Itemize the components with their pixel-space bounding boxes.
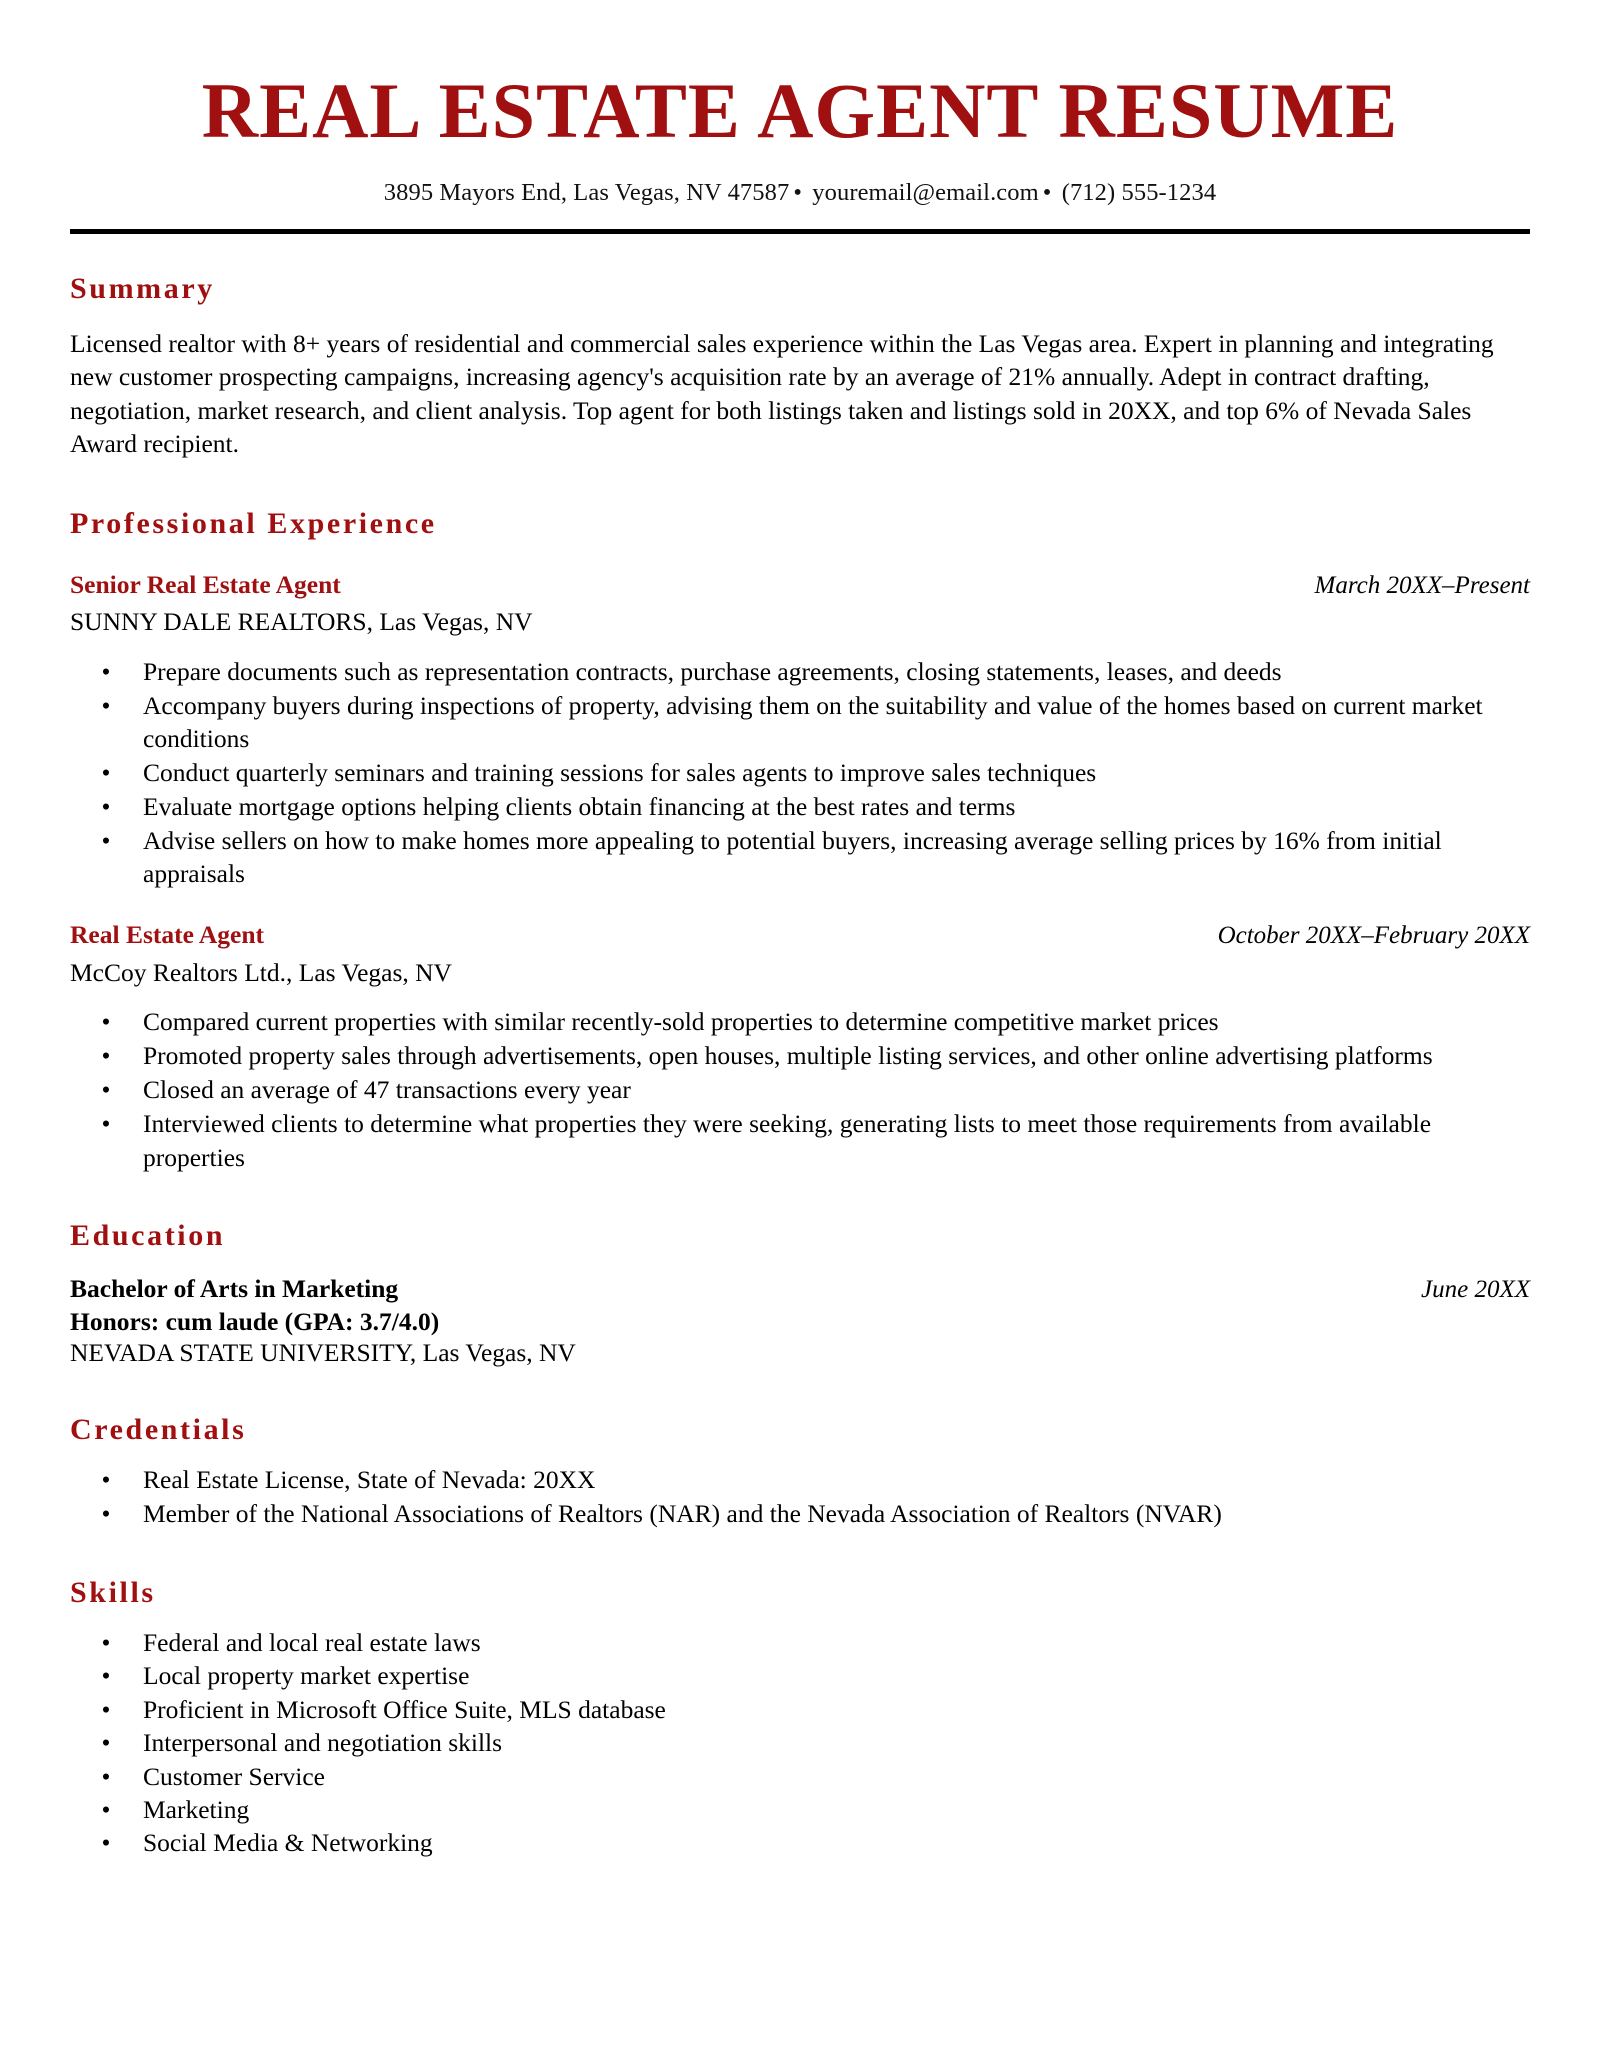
list-item	[70, 1005, 1530, 1038]
list-item-text: Accompany buyers during inspections of property, advising them on the suitability and value of the homes based on current market conditions	[143, 690, 1483, 754]
bullet-icon: •	[101, 1499, 111, 1529]
job-dates: October 20XX–February 20XX	[1217, 922, 1530, 950]
section-heading-summary: Summary	[70, 272, 215, 305]
job-dates: March 20XX–Present	[1314, 571, 1530, 599]
list-item	[70, 1626, 1530, 1659]
page-title: REAL ESTATE AGENT RESUME	[201, 67, 1399, 154]
list-item	[70, 1826, 1530, 1859]
bullet-icon: •	[101, 1794, 111, 1824]
job-title: Senior Real Estate Agent	[70, 569, 341, 599]
list-item-text: Evaluate mortgage options helping clients obtain financing at the best rates and terms	[143, 791, 1016, 821]
bullet-icon: •	[101, 1761, 111, 1791]
bullet-icon: •	[101, 1828, 111, 1858]
education-honors: Honors: cum laude (GPA: 3.7/4.0)	[70, 1306, 440, 1336]
contact-line	[0, 150, 1600, 207]
bullet-icon: •	[101, 656, 111, 686]
section-heading-credentials: Credentials	[70, 1413, 247, 1447]
list-item	[70, 655, 1530, 688]
job-entry	[70, 891, 1530, 1174]
list-item-text: Interpersonal and negotiation skills	[143, 1728, 503, 1758]
skills-list	[70, 1609, 1530, 1860]
education-headline	[70, 1273, 1530, 1306]
section-professional-experience	[70, 461, 1530, 1174]
list-item-text: Marketing	[143, 1794, 250, 1824]
list-item	[70, 1107, 1530, 1174]
bullet-icon: •	[101, 1694, 111, 1724]
list-item	[70, 756, 1530, 789]
list-item-text: Federal and local real estate laws	[143, 1627, 481, 1657]
list-item-text: Member of the National Associations of Realtors (NAR) and the Nevada Association of Realtors (NVAR)	[143, 1499, 1222, 1529]
credentials-list	[70, 1446, 1530, 1530]
list-item	[70, 1463, 1530, 1496]
list-item-text: Conduct quarterly seminars and training sessions for sales agents to improve sales techniques	[143, 758, 1097, 788]
bullet-icon: •	[101, 1075, 111, 1105]
section-summary	[70, 234, 1530, 461]
list-item-text: Advise sellers on how to make homes more appealing to potential buyers, increasing average selling prices by 16% from initial appraisals	[143, 825, 1442, 889]
list-item	[70, 1073, 1530, 1106]
list-item	[70, 1726, 1530, 1759]
list-item-text: Compared current properties with similar recently-sold properties to determine competitive market prices	[143, 1007, 1219, 1037]
list-item	[70, 1760, 1530, 1793]
education-date: June 20XX	[1421, 1276, 1530, 1304]
list-item-text: Interviewed clients to determine what properties they were seeking, generating lists to meet those requirements from available properties	[143, 1109, 1432, 1172]
job-company: McCoy Realtors Ltd., Las Vegas, NV	[70, 957, 452, 987]
list-item	[70, 790, 1530, 823]
list-item	[70, 1659, 1530, 1692]
bullet-icon: •	[101, 1661, 111, 1691]
summary-body-text: Licensed realtor with 8+ years of residential and commercial sales experience within the Las Vegas area. Expert in planning and integrating new customer prospecting campaigns, increasing agency's acquisition rate by an average of 21% annually. Adept in contract drafting, negotiation, market research, and client analysis. Top agent for both listings taken and listings sold in 20XX, and top 6% of Nevada Sales Award recipient.	[70, 329, 1494, 459]
list-item-text: Real Estate License, State of Nevada: 20XX	[143, 1465, 596, 1495]
education-school: NEVADA STATE UNIVERSITY, Las Vegas, NV	[70, 1338, 576, 1368]
job-bullet-list	[70, 988, 1530, 1173]
list-item	[70, 824, 1530, 891]
bullet-icon: •	[101, 1041, 111, 1071]
section-heading-education: Education	[70, 1219, 226, 1253]
bullet-icon: •	[101, 825, 111, 855]
list-item-text: Customer Service	[143, 1761, 325, 1791]
education-degree: Bachelor of Arts in Marketing	[70, 1274, 399, 1304]
list-item	[70, 1039, 1530, 1072]
bullet-icon: •	[101, 758, 111, 788]
job-title: Real Estate Agent	[70, 920, 265, 950]
bullet-icon: •	[101, 1109, 111, 1139]
job-entry	[70, 540, 1530, 891]
job-headline	[70, 570, 1530, 601]
resume-content	[0, 234, 1600, 1860]
list-item	[70, 1793, 1530, 1826]
contact-separator-2: •	[1042, 179, 1052, 206]
contact-phone[interactable]: (712) 555-1234	[1061, 179, 1217, 206]
contact-address: 3895 Mayors End, Las Vegas, NV 47587	[383, 179, 790, 206]
job-headline	[70, 920, 1530, 951]
list-item-text: Closed an average of 47 transactions every year	[143, 1075, 631, 1105]
contact-email[interactable]: youremail@email.com	[812, 179, 1039, 206]
bullet-icon: •	[101, 1465, 111, 1495]
list-item-text: Local property market expertise	[143, 1661, 470, 1691]
list-item-text: Prepare documents such as representation contracts, purchase agreements, closing statements, leases, and deeds	[143, 656, 1282, 686]
job-bullet-list	[70, 638, 1530, 891]
education-entry	[70, 1252, 1530, 1368]
contact-separator-1: •	[793, 179, 803, 206]
bullet-icon: •	[101, 690, 111, 720]
list-item-text: Social Media & Networking	[143, 1828, 433, 1858]
list-item	[70, 1497, 1530, 1530]
bullet-icon: •	[101, 791, 111, 821]
bullet-icon: •	[101, 1007, 111, 1037]
list-item-text: Proficient in Microsoft Office Suite, MLS database	[143, 1694, 666, 1724]
list-item	[70, 689, 1530, 756]
section-heading-experience: Professional Experience	[70, 506, 437, 540]
bullet-icon: •	[101, 1728, 111, 1758]
list-item-text: Promoted property sales through advertisements, open houses, multiple listing services, and other online advertising platforms	[143, 1041, 1433, 1071]
section-education	[70, 1174, 1530, 1368]
bullet-icon: •	[101, 1627, 111, 1657]
section-credentials	[70, 1368, 1530, 1530]
section-skills	[70, 1531, 1530, 1860]
job-company: SUNNY DALE REALTORS, Las Vegas, NV	[70, 607, 533, 637]
section-heading-skills: Skills	[70, 1575, 156, 1609]
list-item	[70, 1693, 1530, 1726]
